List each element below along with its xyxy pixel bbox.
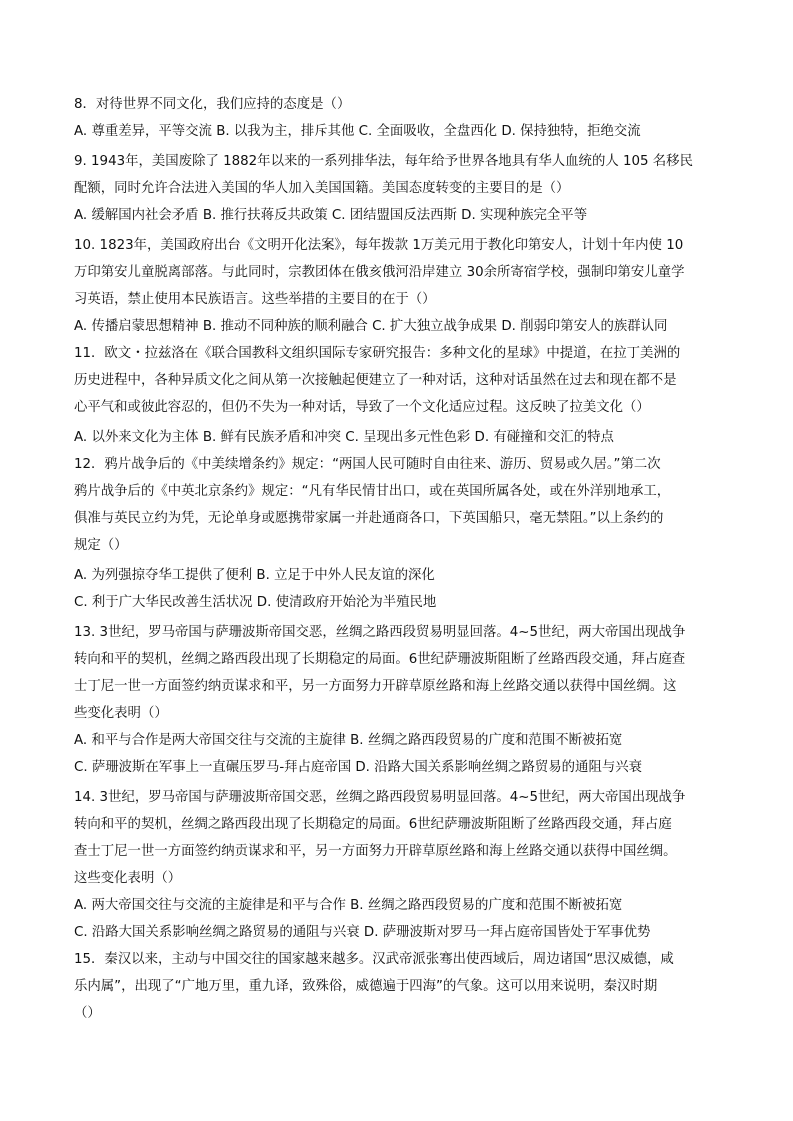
text-line: C. 利于广大华民改善生活状况 D. 使清政府开始沦为半殖民地	[74, 595, 437, 610]
text-line: A. 缓解国内社会矛盾 B. 推行扶蒋反共政策 C. 团结盟国反法西斯 D. 实现种族完全平等	[74, 208, 588, 223]
text-line: 俱准与英民立约为凭，无论单身或愿携带家属一并赴通商各口，下英国船只，毫无禁阻。”以上条约的	[74, 511, 664, 526]
text-line: 士丁尼一世一方面签约纳贡谋求和平，另一方面努力开辟草原丝路和海上丝路交通以获得中国丝绸。这	[74, 679, 677, 694]
text-line: 这些变化表明（）	[74, 871, 182, 886]
text-line: 转向和平的契机，丝绸之路西段出现了长期稳定的局面。6世纪萨珊波斯阻断了丝路西段交通，拜占庭查	[74, 652, 686, 667]
text-line: 规定（）	[74, 538, 128, 553]
text-line: A. 传播启蒙思想精神 B. 推动不同种族的顺利融合 C. 扩大独立战争成果 D. 削弱印第安人的族群认同	[74, 319, 668, 334]
text-line: C. 萨珊波斯在军事上一直碾压罗马-拜占庭帝国 D. 沿路大国关系影响丝绸之路贸易的通阻与兴衰	[74, 760, 643, 775]
text-line: 8．对待世界不同文化，我们应持的态度是（）	[74, 97, 351, 112]
text-line: （）	[74, 1006, 101, 1021]
text-line: 10. 1823年，美国政府出台《文明开化法案》，每年拨款 1万美元用于教化印第安人，计划十年内使 10	[74, 238, 684, 253]
text-line: C. 沿路大国关系影响丝绸之路贸易的通阻与兴衰 D. 萨珊波斯对罗马一拜占庭帝国皆处于军事优势	[74, 925, 651, 940]
text-line: 查士丁尼一世一方面签约纳贡谋求和平，另一方面努力开辟草原丝路和海上丝路交通以获得中国丝绸。	[74, 844, 677, 859]
text-line: A. 和平与合作是两大帝国交往与交流的主旋律 B. 丝绸之路西段贸易的广度和范围不断被拓宽	[74, 733, 623, 748]
text-line: 9. 1943年，美国废除了 1882年以来的一系列排华法，每年给予世界各地具有华人血统的人 105 名移民	[74, 154, 693, 169]
text-line: 配额，同时允许合法进入美国的华人加入美国国籍。美国态度转变的主要目的是（）	[74, 181, 570, 196]
text-line: A. 以外来文化为主体 B. 鲜有民族矛盾和冲突 C. 呈现出多元性色彩 D. 有碰撞和交汇的特点	[74, 430, 614, 445]
text-line: A. 尊重差异，平等交流 B. 以我为主，排斥其他 C. 全面吸收，全盘西化 D. 保持独特，拒绝交流	[74, 124, 641, 139]
text-line: 14. 3世纪，罗马帝国与萨珊波斯帝国交恶，丝绸之路西段贸易明显回落。4~5世纪，两大帝国出现战争	[74, 790, 686, 805]
text-line: A. 为列强掠夺华工提供了便利 B. 立足于中外人民友谊的深化	[74, 568, 435, 583]
text-line: 转向和平的契机，丝绸之路西段出现了长期稳定的局面。6世纪萨珊波斯阻断了丝路西段交通，拜占庭	[74, 817, 672, 832]
text-line: 习英语，禁止使用本民族语言。这些举措的主要目的在于（）	[74, 292, 436, 307]
text-line: 15．秦汉以来，主动与中国交往的国家越来越多。汉武帝派张骞出使西域后，周边诸国“思汉威德，咸	[74, 952, 674, 967]
text-line: 心平气和或彼此容忍的，但仍不失为一种对话，导致了一个文化适应过程。这反映了拉美文化（）	[74, 400, 650, 415]
text-line: A. 两大帝国交往与交流的主旋律是和平与合作 B. 丝绸之路西段贸易的广度和范围不断被拓宽	[74, 898, 623, 913]
text-line: 11．欧文・拉兹洛在《联合国教科文组织国际专家研究报告：多种文化的星球》中提道，在拉丁美洲的	[74, 346, 681, 361]
text-line: 乐内属”，出现了“广地万里，重九译，致殊俗，威德遍于四海”的气象。这可以用来说明，秦汉时期	[74, 979, 658, 994]
text-line: 12．鸦片战争后的《中美续增条约》规定：“两国人民可随时自由往来、游历、贸易或久居。”第二次	[74, 457, 661, 472]
text-line: 万印第安儿童脱离部落。与此同时，宗教团体在俄亥俄河沿岸建立 30余所寄宿学校，强制印第安儿童学	[74, 265, 685, 280]
text-line: 些变化表明（）	[74, 706, 168, 721]
text-line: 13. 3世纪，罗马帝国与萨珊波斯帝国交恶，丝绸之路西段贸易明显回落。4~5世纪，两大帝国出现战争	[74, 625, 686, 640]
text-line: 鸦片战争后的《中英北京条约》规定：“凡有华民情甘出口，或在英国所属各处，或在外洋别地承工，	[74, 484, 671, 499]
text-line: 历史进程中，各种异质文化之间从第一次接触起便建立了一种对话，这种对话虽然在过去和现在都不是	[74, 373, 677, 388]
